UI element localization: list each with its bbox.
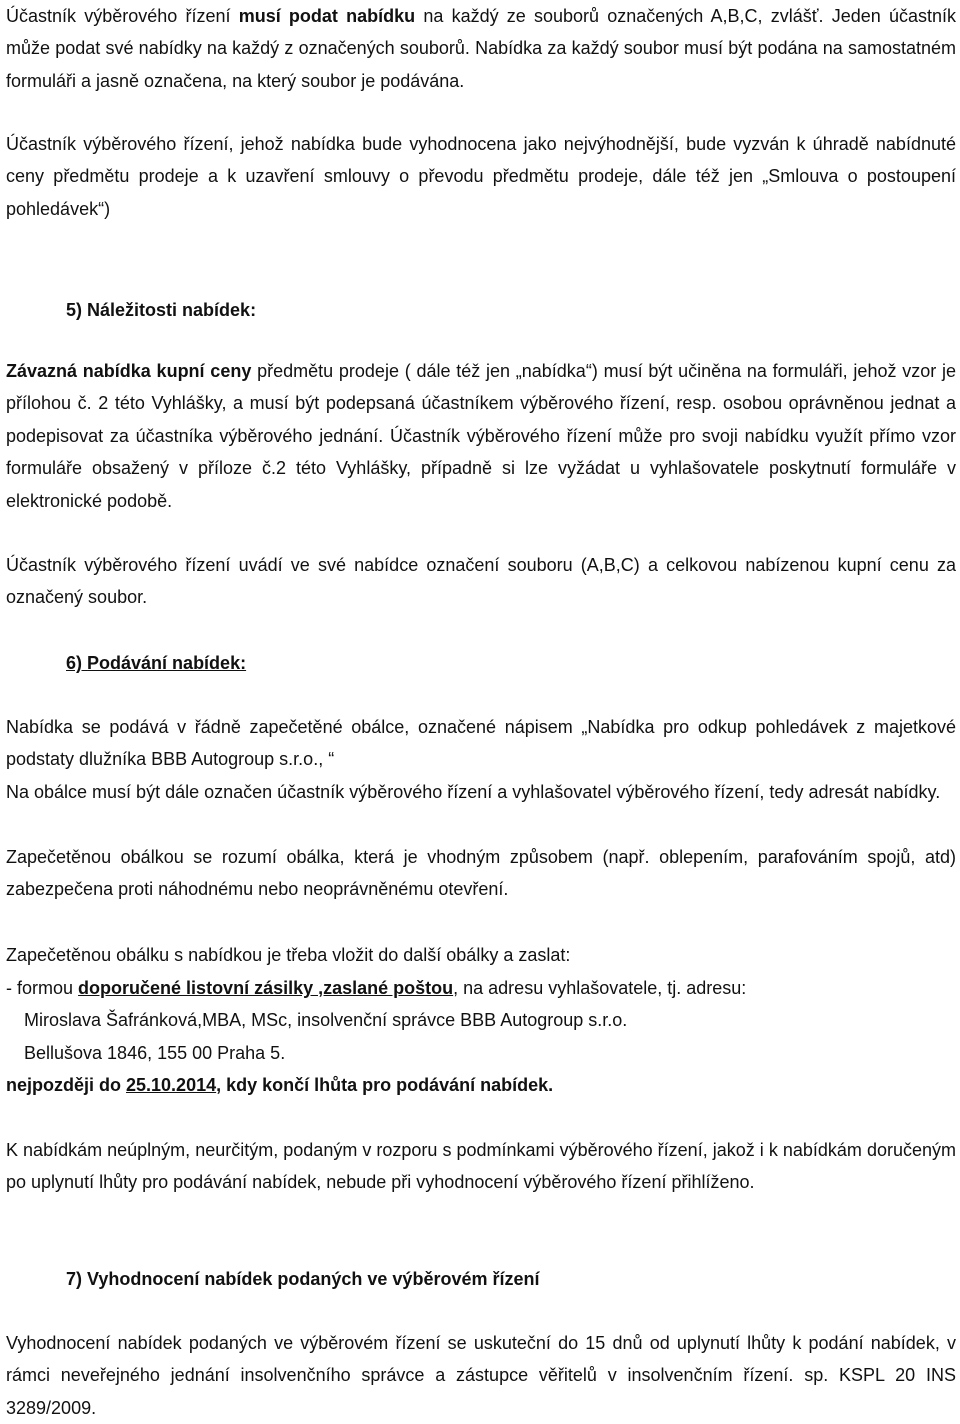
deadline-date: 25.10.2014 xyxy=(126,1075,217,1095)
address-line-1: Miroslava Šafránková,MBA, MSc, insolvenční správce BBB Autogroup s.r.o. xyxy=(24,1010,628,1030)
text: - formou xyxy=(6,978,74,998)
deadline xyxy=(6,1069,553,1101)
section-title: Náležitosti nabídek: xyxy=(87,300,257,320)
emphasis: musí podat nabídku xyxy=(238,6,416,26)
section-number: 6) xyxy=(66,653,83,673)
text: , na adresu vyhlašovatele, tj. adresu: xyxy=(453,978,747,998)
section-number: 5) xyxy=(66,300,83,320)
paragraph-lot-designation: Účastník výběrového řízení uvádí ve své nabídce označení souboru (A,B,C) a celkovou nabízenou kupní cenu za označený soubor. xyxy=(6,555,956,608)
section-number: 7) xyxy=(66,1269,83,1289)
paragraph-envelope-marking: Na obálce musí být dále označen účastník výběrového řízení a vyhlašovatel výběrového řízení, tedy adresát nabídky. xyxy=(6,782,941,802)
emphasis: doporučené listovní zásilky ,zaslané poštou xyxy=(78,978,454,998)
text: nejpozději do xyxy=(6,1075,121,1095)
section-heading-7 xyxy=(6,1263,540,1295)
paragraph-incomplete-offers: K nabídkám neúplným, neurčitým, podaným v rozporu s podmínkami výběrového řízení, jakož i k nabídkám doručeným po uplynutí lhůty pro podávání nabídek, nebude při vyhodnocení výběrového řízení přihlíženo. xyxy=(6,1140,956,1193)
text: Účastník výběrového řízení xyxy=(6,6,231,26)
paragraph-binding-offer xyxy=(6,355,956,517)
address-line-2: Bellušova 1846, 155 00 Praha 5. xyxy=(24,1043,286,1063)
paragraph-second-envelope: Zapečetěnou obálku s nabídkou je třeba vložit do další obálky a zaslat: xyxy=(6,945,571,965)
paragraph-sealed-definition: Zapečetěnou obálkou se rozumí obálka, která je vhodným způsobem (např. oblepením, parafováním spojů, atd) zabezpečena proti náhodnému nebo neoprávněnému otevření. xyxy=(6,847,956,900)
text: na každý ze souborů označených A,B,C, zvlášť. Jeden účastník může podat své nabídky na každý z označených souborů. Nabídka za každý soubor musí být podána na samostatném formuláři a jasně označena, na který soubor je podávána. xyxy=(6,6,956,91)
emphasis: Závazná nabídka kupní ceny xyxy=(6,361,252,381)
section-heading-5 xyxy=(6,294,256,326)
text: , kdy končí lhůta pro podávání nabídek. xyxy=(216,1075,554,1095)
paragraph-offer-per-lot xyxy=(6,0,956,97)
section-title: Podávání nabídek: xyxy=(87,653,247,673)
paragraph-winner: Účastník výběrového řízení, jehož nabídka bude vyhodnocena jako nejvýhodnější, bude vyzván k úhradě nabídnuté ceny předmětu prodeje a k uzavření smlouvy o převodu předmětu prodeje, dále též jen „Smlouva o postoupení pohledávek“) xyxy=(6,134,956,219)
paragraph-evaluation: Vyhodnocení nabídek podaných ve výběrovém řízení se uskuteční do 15 dnů od uplynutí lhůty k podání nabídek, v rámci neveřejného jednání insolvenčního správce a zástupce věřitelů v insolvenčním řízení. sp. KSPL 20 INS 3289/2009. xyxy=(6,1333,956,1418)
section-title: Vyhodnocení nabídek podaných ve výběrovém řízení xyxy=(87,1269,540,1289)
text: předmětu prodeje ( dále též jen „nabídka“) musí být učiněna na formuláři, jehož vzor je přílohou č. 2 této Vyhlášky, a musí být podepsaná účastníkem výběrového řízení, resp. osobou oprávněnou jednat a podepisovat za účastníka výběrového jednání. Účastník výběrového řízení může pro svoji nabídku využít přímo vzor formuláře obsažený v příloze č.2 této Vyhlášky, případně si lze vyžádat u vyhlašovatele poskytnutí formuláře v elektronické podobě. xyxy=(6,361,956,511)
paragraph-sealed-envelope: Nabídka se podává v řádně zapečetěné obálce, označené nápisem „Nabídka pro odkup pohledávek z majetkové podstaty dlužníka BBB Autogroup s.r.o., “ xyxy=(6,717,956,770)
section-heading-6 xyxy=(6,647,246,679)
paragraph-delivery-method xyxy=(6,972,956,1004)
